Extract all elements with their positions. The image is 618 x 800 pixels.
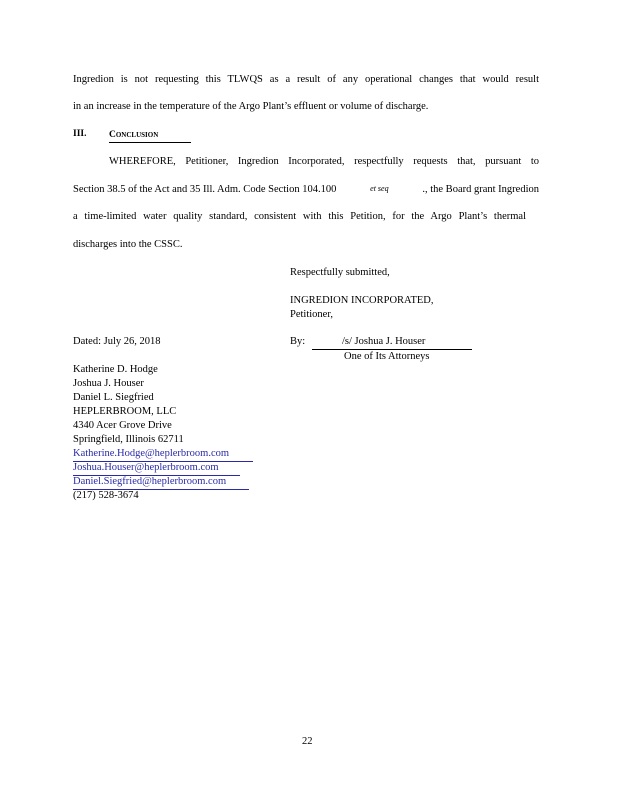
section-number: III. [73, 129, 87, 139]
counsel-name-1: Katherine D. Hodge [73, 364, 158, 375]
email-link-1-wrap[interactable] [73, 449, 253, 462]
body-line-1: Ingredion is not requesting this TLWQS as a result of any operational changes that would result [73, 74, 539, 85]
email-link-3[interactable]: Daniel.Siegfried@heplerbroom.com [73, 476, 227, 487]
body-line-2: in an increase in the temperature of the Argo Plant’s effluent or volume of discharge. [73, 101, 429, 112]
counsel-street: 4340 Acer Grove Drive [73, 420, 172, 431]
attorney-note: One of Its Attorneys [344, 351, 430, 362]
et-seq-italic: et seq [370, 184, 389, 193]
conclusion-line-4: discharges into the CSSC. [73, 239, 183, 250]
signature-role: Petitioner, [290, 309, 334, 320]
dated-line: Dated: July 26, 2018 [73, 336, 161, 347]
counsel-phone: (217) 528-3674 [73, 490, 139, 501]
conclusion-line-2-c: ., the Board grant Ingredion [422, 184, 539, 195]
page-number: 22 [302, 736, 313, 747]
by-label: By: [290, 336, 306, 347]
conclusion-line-3: a time-limited water quality standard, consistent with this Petition, for the Argo Plant’s thermal [73, 211, 526, 222]
email-link-2[interactable]: Joshua.Houser@heplerbroom.com [73, 462, 219, 473]
email-link-1[interactable]: Katherine.Hodge@heplerbroom.com [73, 448, 230, 459]
conclusion-line-2-a: Section 38.5 of the Act and 35 Ill. Adm. Code Section 104.100 [73, 184, 337, 195]
section-heading: Conclusion [109, 130, 159, 140]
email-link-2-wrap[interactable] [73, 463, 240, 476]
counsel-firm: HEPLERBROOM, LLC [73, 406, 177, 417]
email-link-3-wrap[interactable] [73, 477, 249, 490]
signature-company: INGREDION INCORPORATED, [290, 295, 434, 306]
conclusion-line-2 [73, 185, 539, 196]
signature-name: /s/ Joshua J. Houser [342, 336, 426, 347]
section-heading-wrap [109, 130, 191, 143]
signature-line [312, 337, 472, 350]
counsel-city: Springfield, Illinois 62711 [73, 434, 184, 445]
counsel-name-3: Daniel L. Siegfried [73, 392, 154, 403]
conclusion-line-1: WHEREFORE, Petitioner, Ingredion Incorporated, respectfully requests that, pursuant to [109, 156, 539, 167]
signature-closing: Respectfully submitted, [290, 267, 390, 278]
counsel-name-2: Joshua J. Houser [73, 378, 144, 389]
